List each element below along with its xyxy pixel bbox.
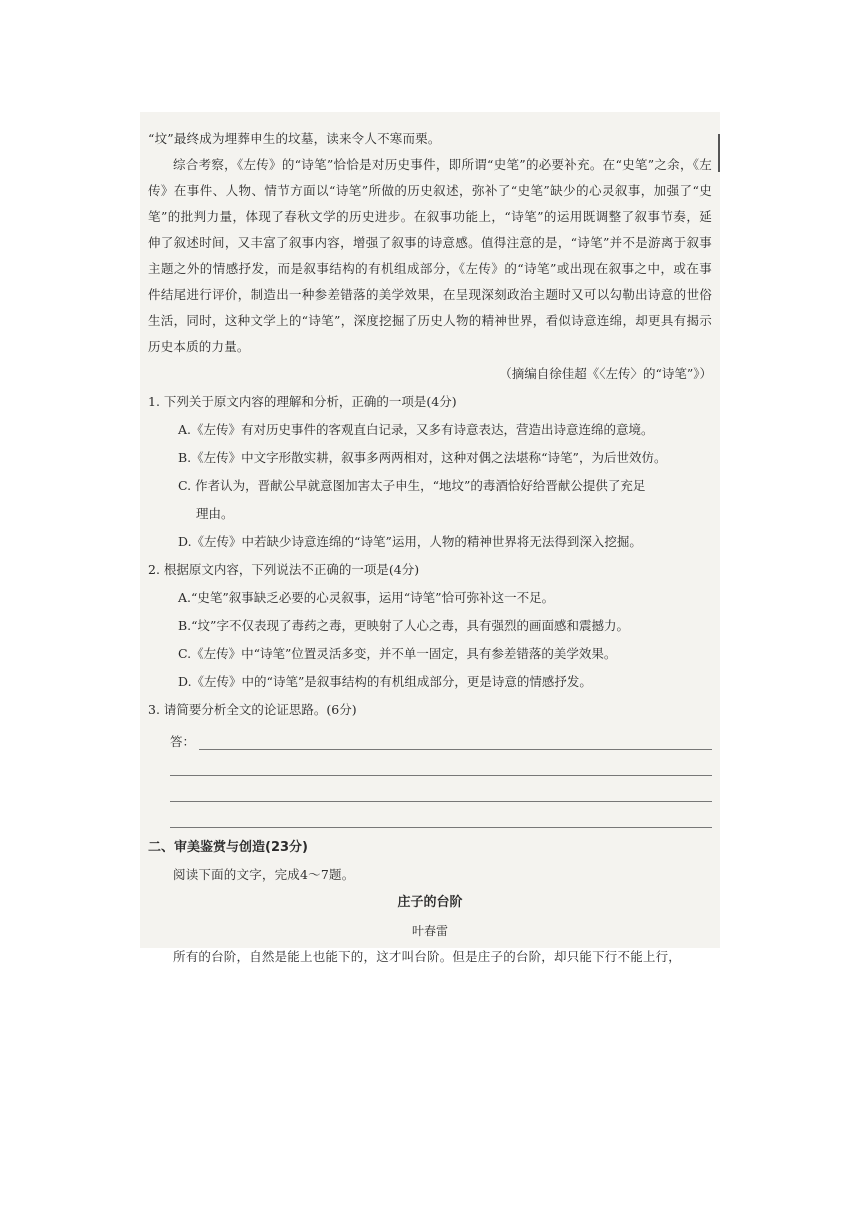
option-d: D.《左传》中的“诗笔”是叙事结构的有机组成部分，更是诗意的情感抒发。 — [178, 674, 592, 689]
answer-label: 答： — [170, 734, 196, 749]
article-title: 庄子的台阶 — [397, 895, 463, 910]
answer-line — [170, 776, 712, 802]
section-heading: 二、审美鉴赏与创造(23分) — [148, 840, 308, 855]
option-a: A.《左传》有对历史事件的客观直白记录，又多有诗意表达，营造出诗意连绵的意境。 — [178, 422, 654, 437]
passage-paragraph: 综合考察，《左传》的“诗笔”恰恰是对历史事件，即所谓“史笔”的必要补充。在“史笔”之余，《左传》在事件、人物、情节方面以“诗笔”所做的历史叙述，弥补了“史笔”缺少的心灵叙事，加强了“史笔”的批判力量，体现了春秋文学的历史进步。在叙事功能上，“诗笔”的运用既调整了叙事节奏，延伸了叙述时间，又丰富了叙事内容，增强了叙事的诗意感。值得注意的是，“诗笔”并不是游离于叙事主题之外的情感抒发，而是叙事结构的有机组成部分，《左传》的“诗笔”或出现在叙事之中，或在事件结尾进行评价，制造出一种参差错落的美学效果，在呈现深刻政治主题时又可以勾勒出诗意的世俗生活，同时，这种文学上的“诗笔”，深度挖掘了历史人物的精神世界，看似诗意连绵，却更具有揭示历史本质的力量。 — [148, 157, 712, 354]
question-2 — [148, 556, 712, 696]
option-a: A.“史笔”叙事缺乏必要的心灵叙事，运用“诗笔”恰可弥补这一不足。 — [178, 590, 555, 605]
question-stem: 1. 下列关于原文内容的理解和分析，正确的一项是(4分) — [148, 394, 457, 409]
question-1 — [148, 388, 712, 556]
answer-area — [148, 724, 712, 750]
option-c: C.《左传》中“诗笔”位置灵活多变，并不单一固定，具有参差错落的美学效果。 — [178, 646, 617, 661]
section-instruction: 阅读下面的文字，完成4～7题。 — [173, 867, 355, 882]
question-stem: 2. 根据原文内容，下列说法不正确的一项是(4分) — [148, 562, 420, 577]
passage-source: （摘编自徐佳超《〈左传〉的“诗笔”》） — [499, 366, 712, 381]
question-3 — [148, 696, 712, 828]
answer-line — [199, 733, 712, 750]
answer-line — [170, 802, 712, 828]
article-author: 叶春雷 — [411, 924, 448, 938]
option-d: D.《左传》中若缺少诗意连绵的“诗笔”运用，人物的精神世界将无法得到深入挖掘。 — [178, 534, 642, 549]
option-b: B.“坟”字不仅表现了毒药之毒，更映射了人心之毒，具有强烈的画面感和震撼力。 — [178, 618, 629, 633]
option-c-continued: 理由。 — [196, 506, 234, 521]
option-b: B.《左传》中文字形散实耕，叙事多两两相对，这种对偶之法堪称“诗笔”，为后世效仿。 — [178, 450, 667, 465]
question-stem: 3. 请简要分析全文的论证思路。(6分) — [148, 702, 357, 717]
scan-edge-mark — [718, 134, 720, 172]
answer-line — [170, 750, 712, 776]
passage-first-line: “坟”最终成为埋葬申生的坟墓，读来令人不寒而栗。 — [148, 131, 441, 146]
option-c: C. 作者认为，晋献公早就意图加害太子申生，“地坟”的毒酒恰好给晋献公提供了充足 — [178, 478, 646, 493]
article-first-line: 所有的台阶，自然是能上也能下的，这才叫台阶。但是庄子的台阶，却只能下行不能上行， — [173, 949, 682, 964]
scanned-exam-page — [140, 112, 720, 964]
